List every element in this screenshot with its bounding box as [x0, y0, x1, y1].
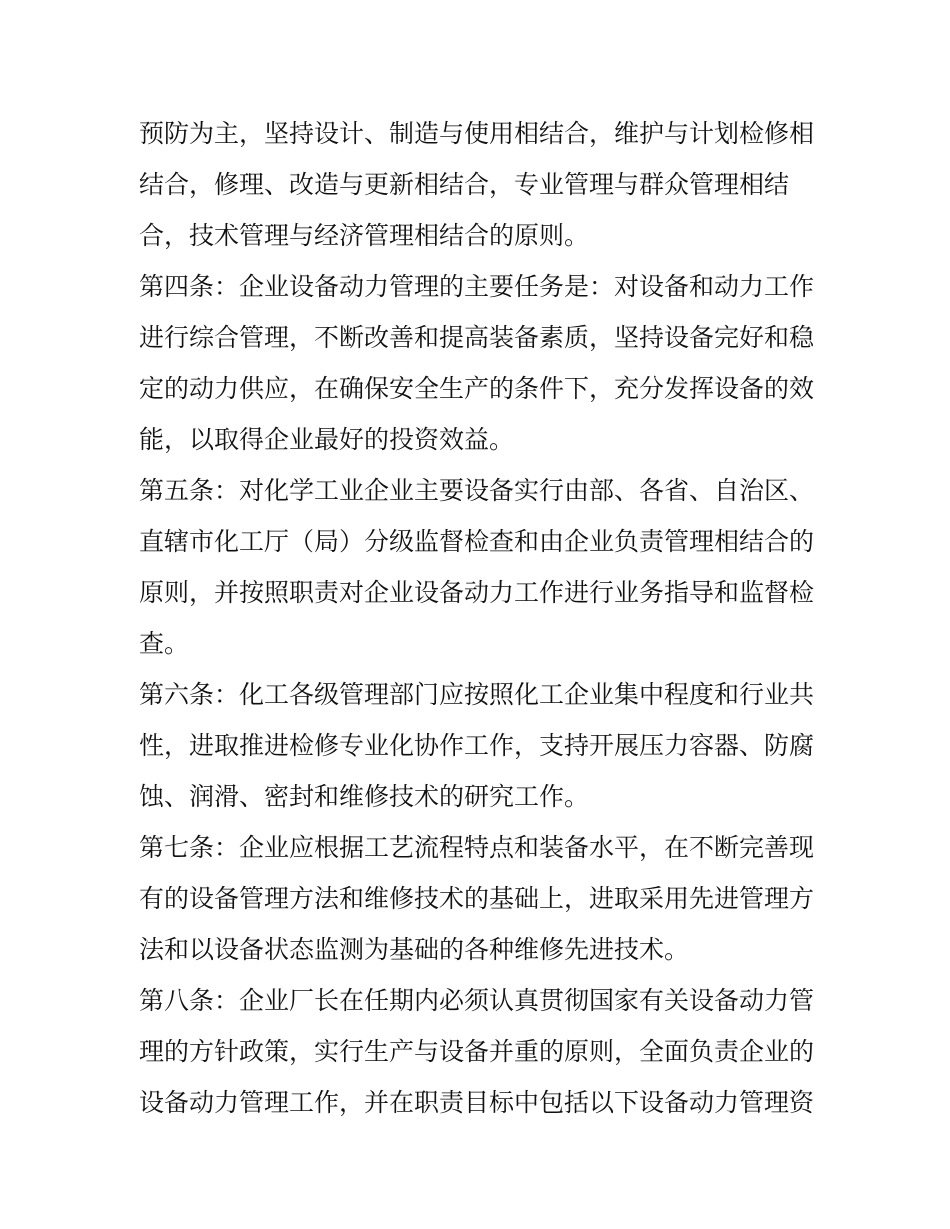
text-line: 第四条：企业设备动力管理的主要任务是：对设备和动力工作: [139, 272, 815, 301]
text-line: 预防为主，坚持设计、制造与使用相结合，维护与计划检修相: [139, 119, 815, 148]
text-line: 第五条：对化学工业企业主要设备实行由部、各省、自治区、: [139, 476, 815, 505]
text-line: 蚀、润滑、密封和维修技术的研究工作。: [139, 782, 590, 811]
body-text: [139, 108, 819, 1128]
text-line: 第六条：化工各级管理部门应按照化工企业集中程度和行业共: [139, 680, 815, 709]
text-line: 原则，并按照职责对企业设备动力工作进行业务指导和监督检: [139, 578, 815, 607]
text-line: 理的方针政策，实行生产与设备并重的原则，全面负责企业的: [139, 1037, 815, 1066]
text-line: 第七条：企业应根据工艺流程特点和装备水平，在不断完善现: [139, 833, 815, 862]
text-line: 结合，修理、改造与更新相结合，专业管理与群众管理相结: [139, 170, 790, 199]
text-line: 直辖市化工厅（局）分级监督检查和由企业负责管理相结合的: [139, 527, 815, 556]
text-line: 有的设备管理方法和维修技术的基础上，进取采用先进管理方: [139, 884, 815, 913]
text-line: 设备动力管理工作，并在职责目标中包括以下设备动力管理资: [139, 1088, 815, 1117]
text-line: 进行综合管理，不断改善和提高装备素质，坚持设备完好和稳: [139, 323, 815, 352]
text-line: 第八条：企业厂长在任期内必须认真贯彻国家有关设备动力管: [139, 986, 815, 1015]
text-line: 能，以取得企业最好的投资效益。: [139, 425, 515, 454]
text-line: 查。: [139, 629, 190, 658]
text-line: 性，进取推进检修专业化协作工作，支持开展压力容器、防腐: [139, 731, 815, 760]
text-line: 合，技术管理与经济管理相结合的原则。: [139, 221, 590, 250]
text-line: 法和以设备状态监测为基础的各种维修先进技术。: [139, 935, 690, 964]
text-line: 定的动力供应，在确保安全生产的条件下，充分发挥设备的效: [139, 374, 815, 403]
